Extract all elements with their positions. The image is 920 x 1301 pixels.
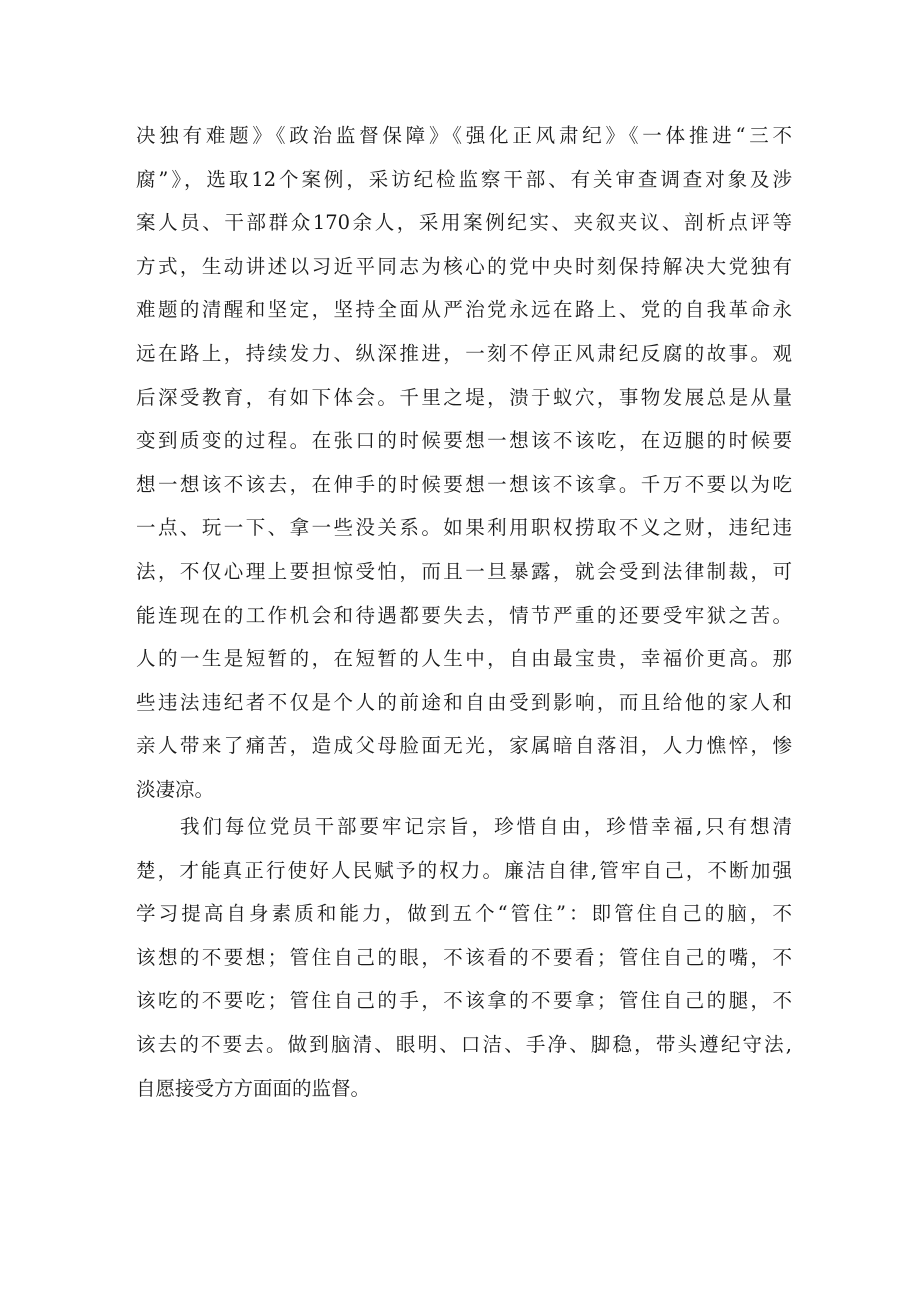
paragraph-2 bbox=[136, 805, 792, 1110]
paragraph-1-line-15: 亲人带来了痛苦，造成父母脸面无光，家属暗自落泪，人力憔悴，惨 bbox=[136, 734, 792, 758]
paragraph-1-line-7: 后深受教育，有如下体会。千里之堤，溃于蚁穴，事物发展总是从量 bbox=[136, 385, 792, 409]
paragraph-1-line-14: 些违法违纪者不仅是个人的前途和自由受到影响，而且给他的家人和 bbox=[136, 690, 792, 714]
paragraph-1-line-9: 想一想该不该去，在伸手的时候要想一想该不该拿。千万不要以为吃 bbox=[136, 472, 792, 496]
paragraph-1-line-6: 远在路上，持续发力、纵深推进，一刻不停正风肃纪反腐的故事。观 bbox=[136, 341, 792, 365]
paragraph-2-line-4: 该想的不要想；管住自己的眼，不该看的不要看；管住自己的嘴，不 bbox=[136, 945, 792, 969]
paragraph-2-line-1: 我们每位党员干部要牢记宗旨，珍惜自由，珍惜幸福,只有想清 bbox=[180, 815, 792, 838]
paragraph-2-line-3: 学习提高自身素质和能力，做到五个“管住”：即管住自己的脑，不 bbox=[136, 902, 792, 926]
paragraph-1-line-3: 案人员、干部群众170余人，采用案例纪实、夹叙夹议、剖析点评等 bbox=[136, 211, 792, 235]
paragraph-1 bbox=[136, 114, 792, 812]
paragraph-2-line-2: 楚，才能真正行使好人民赋予的权力。廉洁自律,管牢自己，不断加强 bbox=[136, 858, 792, 882]
paragraph-1-line-4: 方式，生动讲述以习近平同志为核心的党中央时刻保持解决大党独有 bbox=[136, 254, 792, 278]
paragraph-1-line-2: 腐”》，选取12个案例，采访纪检监察干部、有关审查调查对象及涉 bbox=[136, 167, 792, 191]
paragraph-1-line-8: 变到质变的过程。在张口的时候要想一想该不该吃，在迈腿的时候要 bbox=[136, 429, 792, 453]
paragraph-1-line-13: 人的一生是短暂的，在短暂的人生中，自由最宝贵，幸福价更高。那 bbox=[136, 647, 792, 671]
paragraph-1-line-12: 能连现在的工作机会和待遇都要失去，情节严重的还要受牢狱之苦。 bbox=[136, 603, 792, 627]
paragraph-1-line-1: 决独有难题》《政治监督保障》《强化正风肃纪》《一体推进“三不 bbox=[136, 124, 792, 147]
paragraph-1-line-11: 法，不仅心理上要担惊受怕，而且一旦暴露，就会受到法律制裁，可 bbox=[136, 559, 792, 583]
paragraph-1-line-10: 一点、玩一下、拿一些没关系。如果利用职权捞取不义之财，违纪违 bbox=[136, 516, 792, 540]
paragraph-1-line-5: 难题的清醒和坚定，坚持全面从严治党永远在路上、党的自我革命永 bbox=[136, 298, 792, 322]
paragraph-2-line-6: 该去的不要去。做到脑清、眼明、口洁、手净、脚稳，带头遵纪守法, bbox=[136, 1032, 792, 1056]
paragraph-1-line-16: 淡凄凉。 bbox=[136, 777, 215, 801]
paragraph-2-line-5: 该吃的不要吃；管住自己的手，不该拿的不要拿；管住自己的腿，不 bbox=[136, 989, 792, 1013]
paragraph-2-line-7: 自愿接受方方面面的监督。 bbox=[136, 1076, 371, 1100]
